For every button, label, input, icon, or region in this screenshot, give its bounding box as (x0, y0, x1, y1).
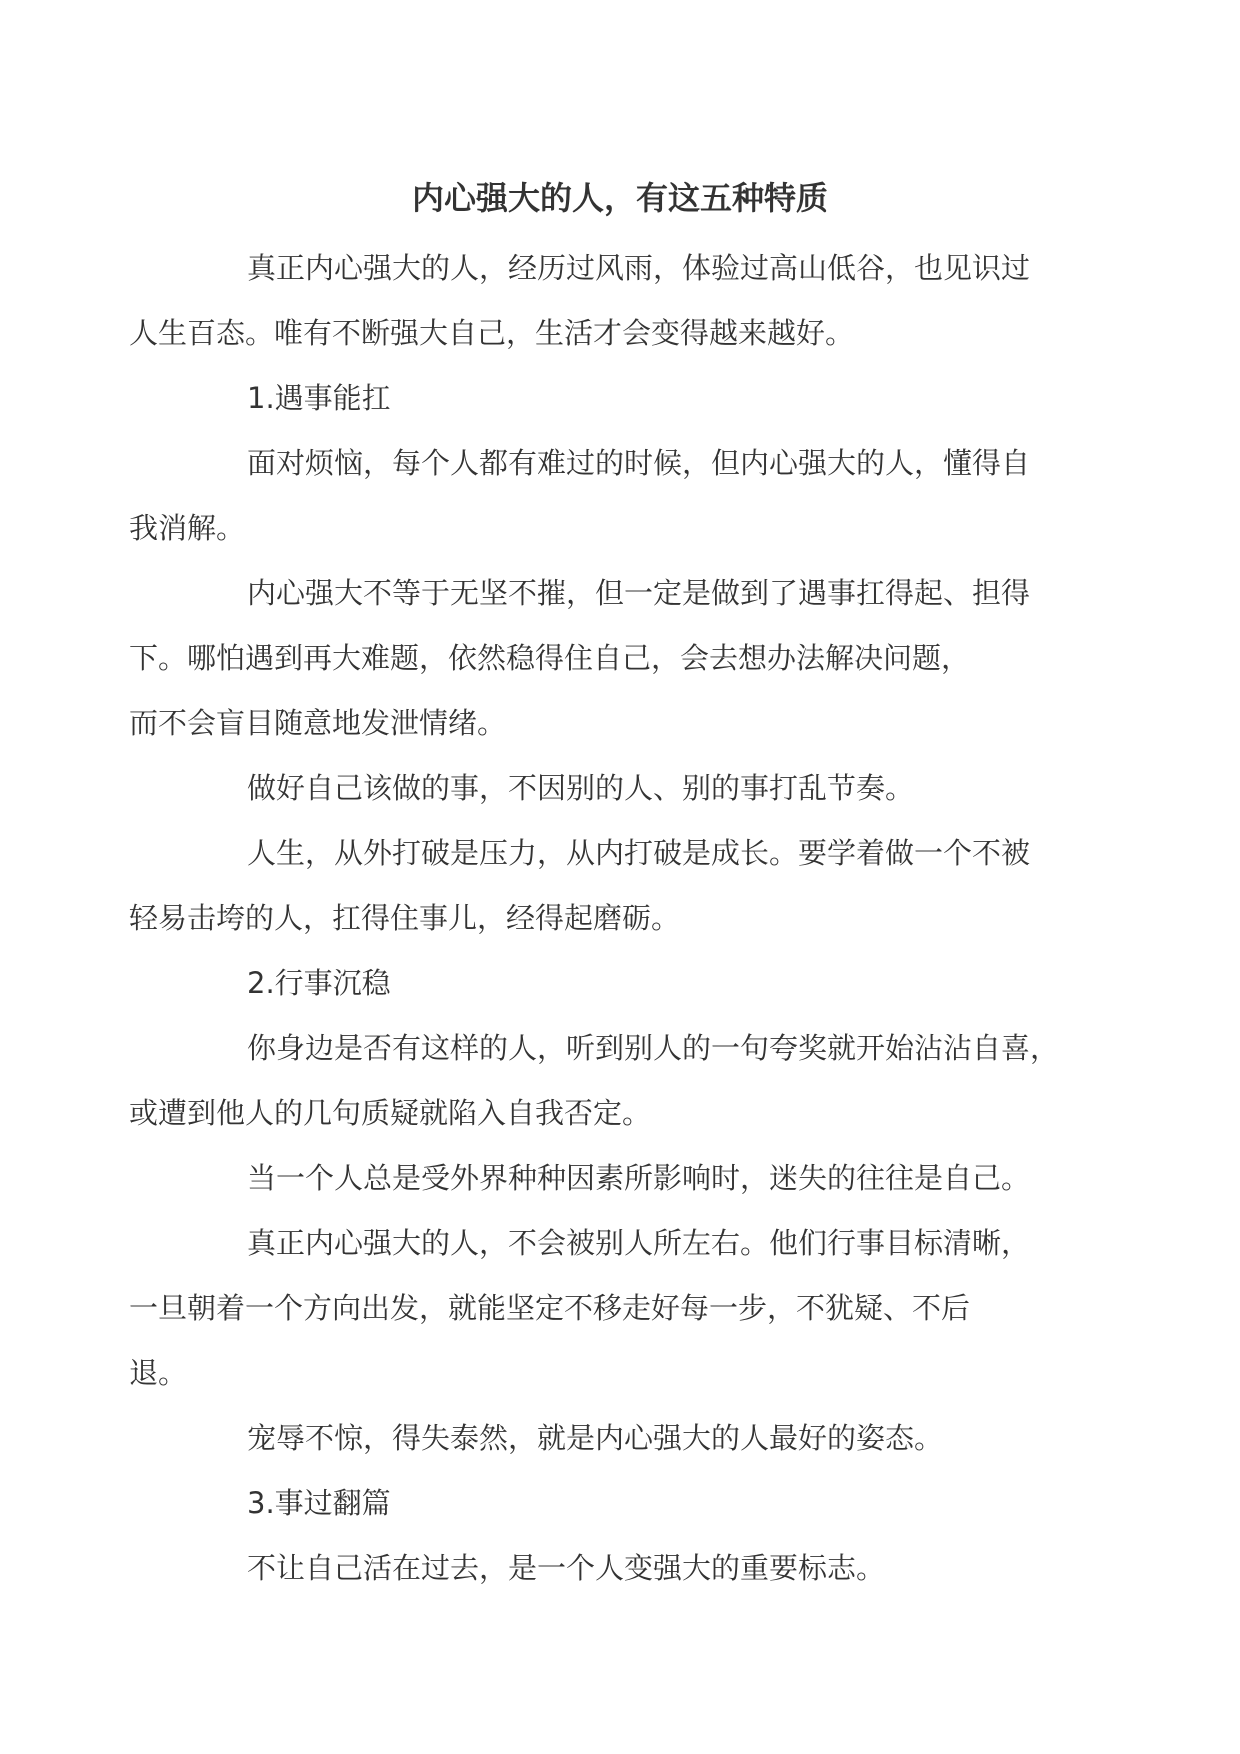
text-line: 下。哪怕遇到再大难题，依然稳得住自己，会去想办法解决问题， (129, 641, 971, 675)
section-heading-3 (188, 1471, 1068, 1536)
text-line: 我消解。 (129, 511, 246, 545)
text-line: 当一个人总是受外界种种因素所影响时，迷失的往往是自己。 (247, 1161, 1031, 1195)
paragraph (188, 1536, 1068, 1601)
text-line: 真正内心强大的人，不会被别人所左右。他们行事目标清晰， (247, 1226, 1031, 1260)
paragraph (188, 1406, 1068, 1471)
text-line: 3.事过翻篇 (247, 1486, 391, 1520)
text-line: 真正内心强大的人，经历过风雨，体验过高山低谷，也见识过 (247, 251, 1031, 285)
document-body (129, 236, 1068, 1601)
text-line: 或遭到他人的几句质疑就陷入自我否定。 (129, 1096, 652, 1130)
text-line: 人生百态。唯有不断强大自己，生活才会变得越来越好。 (129, 316, 855, 350)
text-line: 宠辱不惊，得失泰然，就是内心强大的人最好的姿态。 (247, 1421, 944, 1455)
text-line: 而不会盲目随意地发泄情绪。 (129, 706, 507, 740)
text-line: 1.遇事能扛 (247, 381, 391, 415)
text-line: 面对烦恼，每个人都有难过的时候，但内心强大的人，懂得自 (247, 446, 1031, 480)
text-line: 轻易击垮的人，扛得住事儿，经得起磨砺。 (129, 901, 681, 935)
paragraph (129, 561, 1068, 756)
text-line: 退。 (129, 1356, 188, 1390)
text-line: 不让自己活在过去，是一个人变强大的重要标志。 (247, 1551, 886, 1585)
text-line: 人生，从外打破是压力，从内打破是成长。要学着做一个不被 (247, 836, 1031, 870)
paragraph-intro (129, 236, 1068, 366)
paragraph (129, 1016, 1068, 1146)
paragraph (129, 431, 1068, 561)
text-line: 内心强大不等于无坚不摧，但一定是做到了遇事扛得起、担得 (247, 576, 1031, 610)
text-line: 你身边是否有这样的人，听到别人的一句夸奖就开始沾沾自喜， (247, 1031, 1060, 1065)
section-heading-2 (188, 951, 1068, 1016)
paragraph (129, 1211, 1068, 1406)
text-line: 做好自己该做的事，不因别的人、别的事打乱节奏。 (247, 771, 915, 805)
paragraph (129, 821, 1068, 951)
document-title: 内心强大的人，有这五种特质 (411, 179, 828, 217)
section-heading-1 (188, 366, 1068, 431)
paragraph (188, 1146, 1068, 1211)
text-line: 2.行事沉稳 (247, 966, 391, 1000)
paragraph (188, 756, 1068, 821)
text-line: 一旦朝着一个方向出发，就能坚定不移走好每一步，不犹疑、不后 (129, 1291, 971, 1325)
